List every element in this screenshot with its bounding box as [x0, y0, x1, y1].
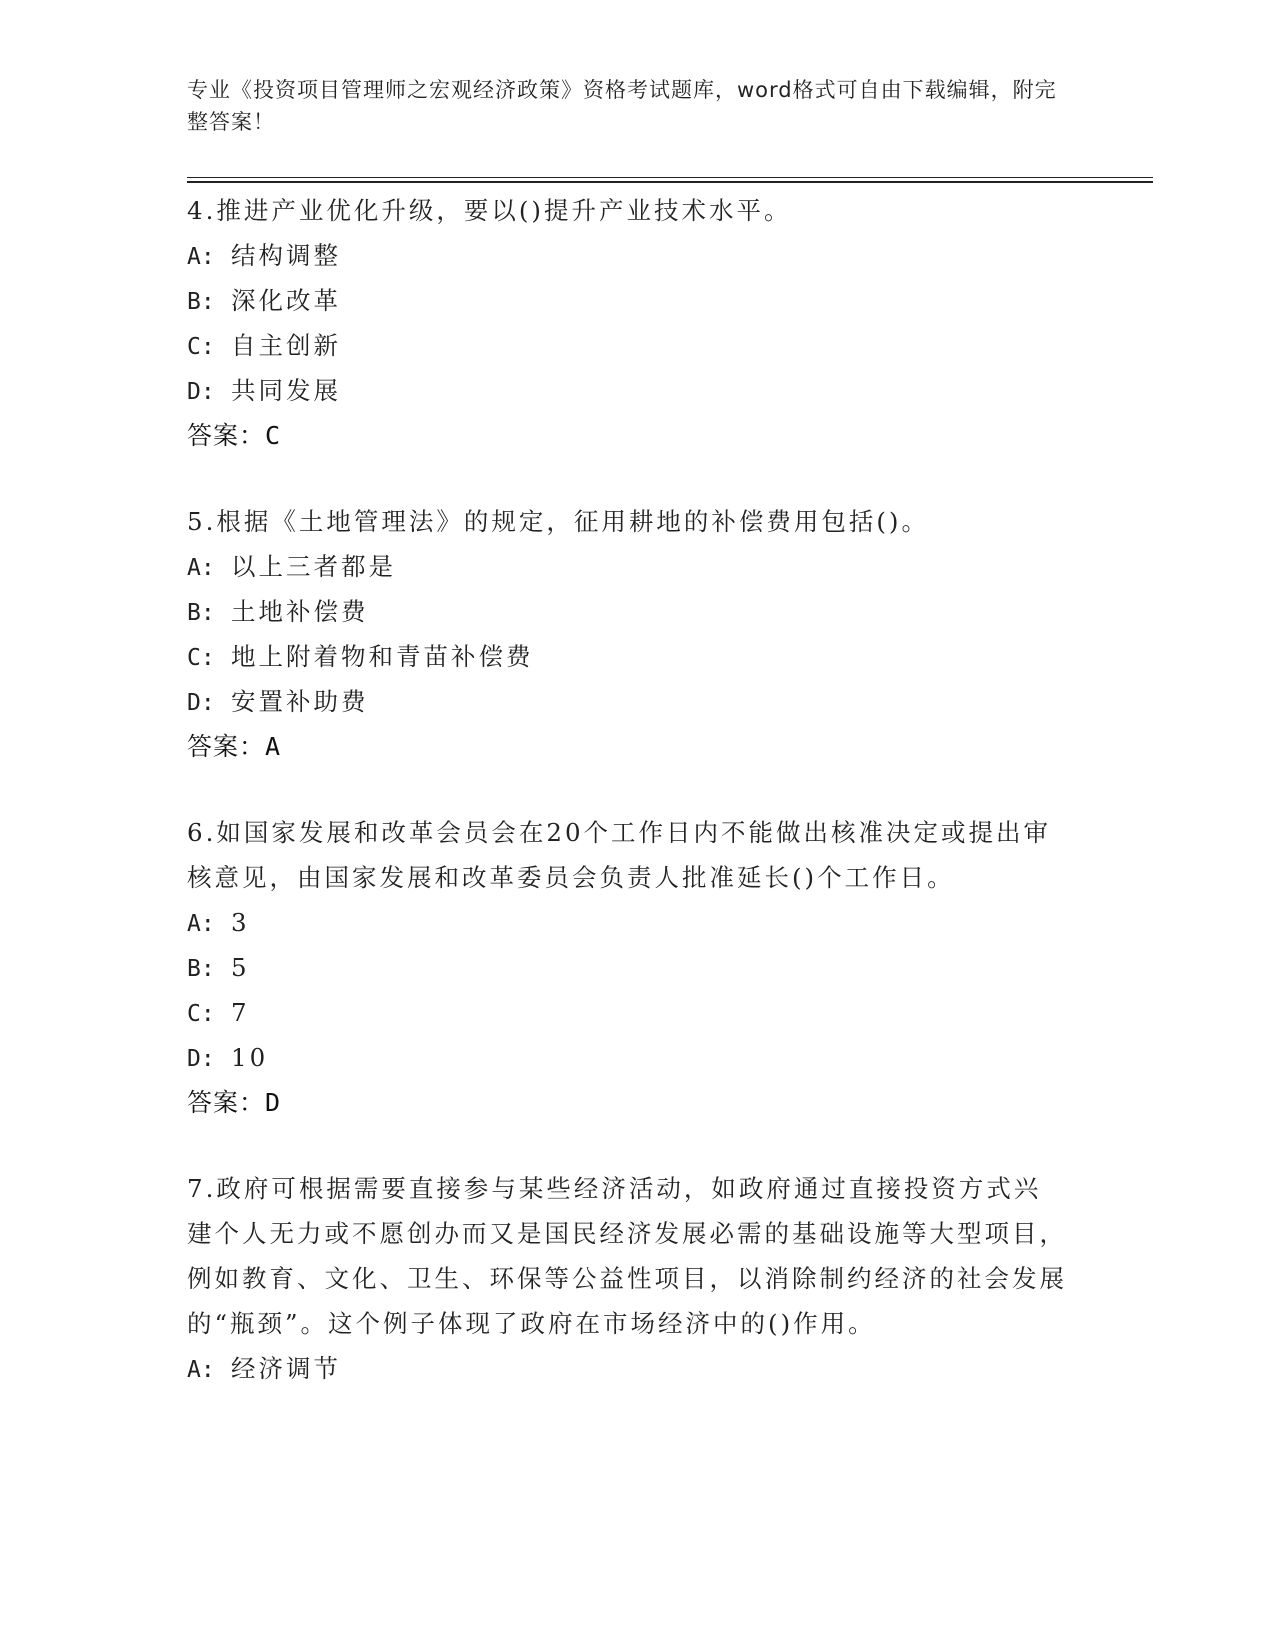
question-4	[187, 188, 1067, 459]
answer-value: C	[265, 421, 282, 450]
option-text: 共同发展	[231, 376, 341, 405]
option-a	[187, 233, 1067, 278]
option-text: 10	[231, 1043, 269, 1072]
option-letter: C:	[187, 1001, 215, 1027]
option-text: 经济调节	[231, 1354, 341, 1383]
option-c	[187, 323, 1067, 368]
option-text: 以上三者都是	[231, 552, 396, 581]
option-d	[187, 679, 1067, 724]
answer-line	[187, 413, 1067, 459]
option-text: 深化改革	[231, 286, 341, 315]
question-7	[187, 1166, 1067, 1391]
answer-label: 答案：	[187, 1088, 266, 1117]
option-letter: D:	[187, 379, 215, 405]
question-text: 4.推进产业优化升级，要以()提升产业技术水平。	[187, 196, 792, 225]
option-letter: B:	[187, 289, 215, 315]
option-b	[187, 278, 1067, 323]
answer-line	[187, 724, 1067, 770]
option-letter: D:	[187, 1046, 215, 1072]
option-text: 3	[231, 908, 250, 937]
question-text: 5.根据《土地管理法》的规定，征用耕地的补偿费用包括()。	[187, 507, 929, 536]
answer-label: 答案：	[187, 732, 266, 761]
option-letter: B:	[187, 600, 215, 626]
question-list	[187, 188, 1067, 1431]
option-b	[187, 945, 1067, 990]
option-d	[187, 1035, 1067, 1080]
option-letter: A:	[187, 244, 215, 270]
option-letter: C:	[187, 645, 215, 671]
option-letter: B:	[187, 956, 215, 982]
option-text: 土地补偿费	[231, 597, 369, 626]
option-text: 自主创新	[231, 331, 341, 360]
header-divider-thick	[187, 181, 1153, 183]
option-a	[187, 900, 1067, 945]
option-letter: A:	[187, 911, 215, 937]
option-text: 结构调整	[231, 241, 341, 270]
option-c	[187, 990, 1067, 1035]
option-text: 地上附着物和青苗补偿费	[231, 642, 534, 671]
answer-label: 答案：	[187, 421, 266, 450]
header-divider-thin	[187, 177, 1153, 178]
question-text: 6.如国家发展和改革会员会在20个工作日内不能做出核准决定或提出审核意见，由国家发展和改革委员会负责人批准延长()个工作日。	[187, 818, 1052, 892]
option-text: 5	[231, 953, 250, 982]
option-a	[187, 1346, 1067, 1391]
option-c	[187, 634, 1067, 679]
question-text: 7.政府可根据需要直接参与某些经济活动，如政府通过直接投资方式兴建个人无力或不愿创办而又是国民经济发展必需的基础设施等大型项目，例如教育、文化、卫生、环保等公益性项目，以消除制约经济的社会发展的“瓶颈”。这个例子体现了政府在市场经济中的()作用。	[187, 1174, 1067, 1338]
option-letter: C:	[187, 334, 215, 360]
question-6	[187, 810, 1067, 1126]
option-text: 7	[231, 998, 250, 1027]
option-d	[187, 368, 1067, 413]
answer-value: D	[265, 1088, 282, 1117]
option-text: 安置补助费	[231, 687, 369, 716]
document-header: 专业《投资项目管理师之宏观经济政策》资格考试题库，word格式可自由下载编辑，附完整答案！	[187, 78, 1057, 134]
option-letter: A:	[187, 1357, 215, 1383]
question-5	[187, 499, 1067, 770]
answer-value: A	[265, 732, 282, 761]
option-a	[187, 544, 1067, 589]
option-letter: A:	[187, 555, 215, 581]
option-letter: D:	[187, 690, 215, 716]
answer-line	[187, 1080, 1067, 1126]
option-b	[187, 589, 1067, 634]
